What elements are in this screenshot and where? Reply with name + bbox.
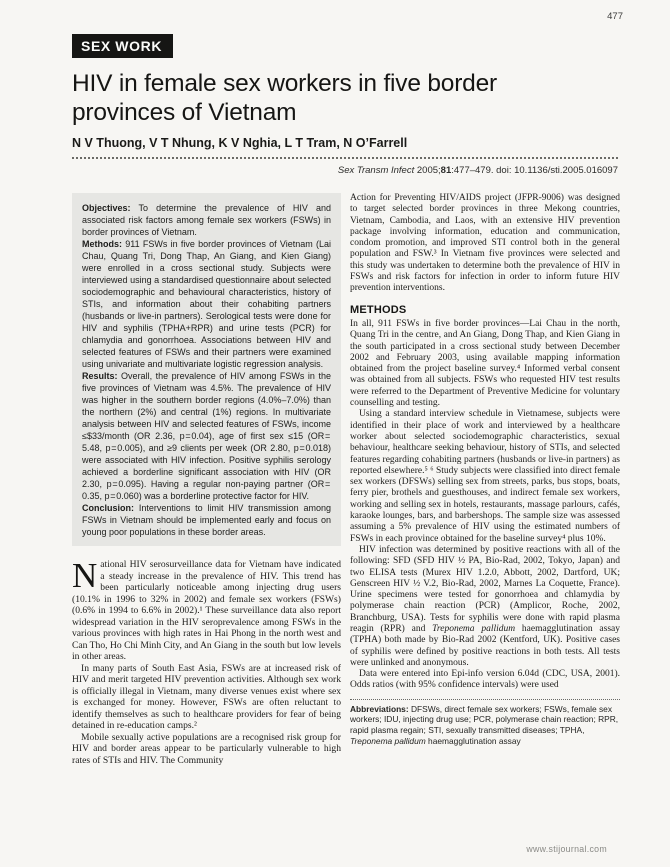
intro-paragraph-3: Mobile sexually active populations are a recognised risk group for HIV and border areas appear to be particularly vulnerable to high rates of STIs and HIV. The Community	[72, 731, 341, 766]
abstract-results: Results: Overall, the prevalence of HIV among FSWs in the five provinces of Vietnam was 4.5%. The prevalence of HIV was higher in the southern border regions (4.0%–7.0%) than the northern (2%) and central (1%) regions. In multivariate analysis between HIV and selected features of FSWs, income ≤$33/month (OR 2.36, p = 0.04), age of first sex ≤15 (OR = 5.48, p = 0.005), and ≥9 clients per week (OR 2.80, p = 0.018) were associated with HIV infection. Positive syphilis serology achieved a borderline significant association with HIV (OR 2.30, p = 0.095). Having a regular non-paying partner (OR = 0.35, p = 0.060) was a borderline protective factor for HIV.	[82, 371, 331, 501]
footnote-species-italic: Treponema pallidum	[350, 735, 426, 746]
abstract-conclusion-label: Conclusion:	[82, 503, 134, 513]
methods-paragraph-3: HIV infection was determined by positive reactions with all of the following: SFD (SFD HIV ½ PA, Bio-Rad, 2002, Tokyo, Japan) and two ELISA tests (Murex HIV 1.2.0, Abbott, 2002, Dartford, UK; Genscreen HIV ½ V.2, Bio-Rad, 2002, Marnes La Coquette, France). Urine specimens were tested for gonorrhoea and chlamydia by polymerase chain reaction (PCR) (Amplicor, Roche, 2002, Branchburg, USA). Tests for syphilis were done with rapid plasma reagin (RPR) and Treponema pallidum haemagglutination assay (TPHA) both made by Bio-Rad 2002 (Kentford, UK). Positive cases of syphilis were defined by positive reactions in both tests. All tests were unlinked and anonymous.	[350, 544, 620, 668]
abbreviations-note: Abbreviations: DFSWs, direct female sex workers; FSWs, female sex workers; IDU, injecting drug use; PCR, polymerase chain reaction; RPR, rapid plasma regain; STI, sexually transmitted diseases; TPHA, Treponema pallidum haemagglutination assay	[350, 703, 619, 746]
abstract-objectives-label: Objectives:	[82, 203, 131, 213]
citation-pages-doi: :477–479. doi: 10.1136/sti.2005.016097	[451, 165, 618, 176]
methods-paragraph-1: In all, 911 FSWs in five border provinces—Lai Chau in the north, Quang Tri in the centre, and An Giang, Dong Thap, and Kien Giang in the south participated in a cross sectional study between December 2002 and February 2003, using available mapping information obtained from the project baseline survey.⁴ Informed verbal consent was obtained from all subjects. FSWs who requested HIV test results were referred to the Department of Preventive Medicine for voluntary counselling and testing.	[350, 318, 620, 409]
article-title: HIV in female sex workers in five border provinces of Vietnam	[72, 70, 497, 126]
article-header	[72, 10, 618, 176]
citation-volume: 81	[440, 165, 452, 176]
intro-paragraph-continued: Action for Preventing HIV/AIDS project (JFPR-9006) was designed to target selected border provinces in three Mekong countries, Vietnam, Cambodia, and Laos, with an extensive HIV prevention package involving information, education and communication, condom promotion, and improved STI control both in the general population and FSW.³ In Vietnam five provinces were selected and this study was undertaken to determine both the prevalence of HIV in FSWs and risk factors for infection in order to inform future HIV prevention interventions.	[350, 193, 620, 294]
abstract-methods: Methods: 911 FSWs in five border provinces of Vietnam (Lai Chau, Quang Tri, Dong Thap, An Giang, and Kien Giang) were enrolled in a cross sectional study. Subjects were interviewed using a standardised questionnaire about selected sociodemographic and behavioural characteristics, history of STIs, and information about their cohabiting partners (husbands or live-in partners). Serological tests were done for HIV and syphilis (TPHA+RPR) and urine tests (PCR) for chlamydia and gonorrhoea. Associations between HIV and selected features of FSWs and their partners were examined using univariate and multivariate logistic regression analysis.	[82, 239, 331, 369]
citation-line	[72, 165, 618, 176]
methods-paragraph-2: Using a standard interview schedule in Vietnamese, subjects were identified in their place of work and interviewed by a healthcare worker about selected sociodemographic characteristics, sexual behaviour, healthcare seeking behaviour, history of STIs, and selected features regarding cohabiting partners (husbands or live-in partners) as reported elsewhere.⁵ ⁶ Study subjects were classified into direct female sex workers (DFSWs) selling sex from streets, parks, bus stops, boats, ferry pier, brothels and guesthouses, and indirect female sex workers, working and selling sex in hotels, restaurants, massage parlours, cafés, karaoke lounges, bars, and barbershops. The sample size was assessed assuming a 5% prevalence of HIV using the estimated numbers of FSWs in each province obtained for the baseline survey⁴ plus 10%.	[350, 409, 620, 544]
author-list: N V Thuong, V T Nhung, K V Nghia, L T Tram, N O’Farrell	[72, 136, 408, 150]
abstract-objectives: Objectives: To determine the prevalence of HIV and associated risk factors among female sex workers (FSWs) in border provinces of Vietnam.	[82, 203, 331, 237]
footnote-dotted-rule	[350, 699, 620, 700]
abbreviations-label: Abbreviations:	[350, 703, 409, 714]
methods-paragraph-4: Data were entered into Epi-info version 6.04d (CDC, USA, 2001). Odds ratios (with 95% confidence intervals) were used	[350, 669, 620, 691]
citation-journal: Sex Transm Infect	[337, 165, 415, 176]
abstract-methods-label: Methods:	[82, 239, 122, 249]
left-column	[72, 193, 341, 766]
right-column	[350, 193, 620, 766]
methods-heading: METHODS	[350, 303, 407, 316]
two-column-body	[72, 193, 618, 766]
introduction-text	[72, 556, 341, 766]
species-name-italic: Treponema pallidum	[432, 623, 516, 634]
right-column-text	[350, 193, 620, 692]
abstract-results-label: Results:	[82, 371, 118, 381]
intro-paragraph-2: In many parts of South East Asia, FSWs are at increased risk of HIV and merit targeted HIV prevention activities. Although sex work is officially illegal in Vietnam, many diverse venues exist where sex is exchanged for money. However, FSWs are often reluctant to identify themselves as such to healthcare providers for fear of being detained in re-education camps.²	[72, 662, 341, 731]
abstract-conclusion: Conclusion: Interventions to limit HIV transmission among FSWs in Vietnam should be implemented early and focus on young poor populations in these border areas.	[82, 503, 331, 537]
header-dotted-rule	[72, 157, 618, 159]
page-number: 477	[607, 11, 623, 22]
drop-cap: N	[72, 556, 98, 595]
journal-url: www.stijournal.com	[526, 844, 607, 854]
section-badge: SEX WORK	[72, 34, 173, 58]
abstract-box	[72, 193, 341, 546]
citation-year: 2005;	[414, 165, 441, 176]
intro-paragraph-1: National HIV serosurveillance data for Vietnam have indicated a steady increase in the prevalence of HIV. This trend has been particularly noticeable among injecting drug users (10.1% in 1996 to 32% in 2002) and female sex workers (FSWs) (0.6% in 1994 to 6.6% in 2002).¹ These surveillance data also report widespread variation in the HIV seroprevalence among FSWs in the various provinces with high rates in Hai Phong in the north west and Can Tho, Ho Chi Minh City, and An Giang in the south but low levels in other areas.	[72, 556, 341, 662]
